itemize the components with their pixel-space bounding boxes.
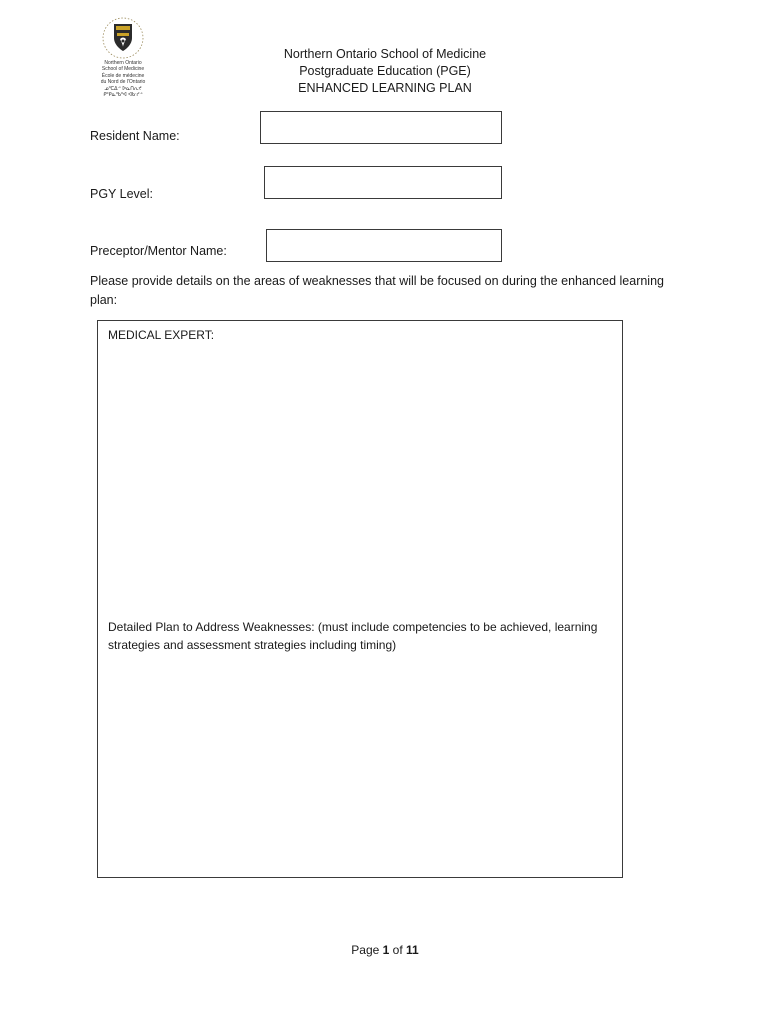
logo-line-syllabics-1: ᓄᐦᑕᐃᐧᐣ ᐅᓇᑎᕆᔪ (104, 85, 142, 92)
of-word: of (392, 943, 403, 957)
header-school: Northern Ontario School of Medicine (283, 47, 487, 61)
header-department: Postgraduate Education (PGE) (299, 64, 471, 78)
crest-icon (88, 14, 158, 62)
logo-line-en-1: Northern Ontario (104, 60, 142, 66)
logo-line-fr-1: École de médecine (101, 72, 145, 79)
logo-wordmark (88, 60, 158, 98)
total-page-count: 11 (406, 943, 419, 957)
document-header (250, 46, 520, 97)
logo-line-syllabics-2: ᑭᐦᑭᓇᐦᑲᐦᐊ ᐊᑲᐧᓯᐧᐣ (103, 92, 143, 99)
current-page-number: 1 (382, 943, 390, 957)
logo-line-fr-2: du Nord de l'Ontario (100, 79, 146, 86)
page-word: Page (351, 943, 380, 957)
resident-name-label: Resident Name: (90, 129, 180, 143)
preceptor-name-field[interactable] (266, 229, 502, 262)
pgy-level-field[interactable] (264, 166, 502, 199)
instructions-text: Please provide details on the areas of weaknesses that will be focused on during the enhanced learning plan: (90, 274, 664, 307)
header-form-title: ENHANCED LEARNING PLAN (298, 81, 472, 95)
logo-line-en-2: School of Medicine (101, 66, 145, 73)
pgy-level-label: PGY Level: (90, 187, 154, 201)
medical-expert-heading: MEDICAL EXPERT: (108, 328, 215, 342)
resident-name-field[interactable] (260, 111, 502, 144)
page-footer (0, 943, 770, 957)
preceptor-name-label: Preceptor/Mentor Name: (90, 244, 227, 258)
medical-expert-box[interactable] (97, 320, 623, 878)
detailed-plan-prompt: Detailed Plan to Address Weaknesses: (must include competencies to be achieved, learning strategies and assessment strategies including timing) (108, 620, 598, 652)
